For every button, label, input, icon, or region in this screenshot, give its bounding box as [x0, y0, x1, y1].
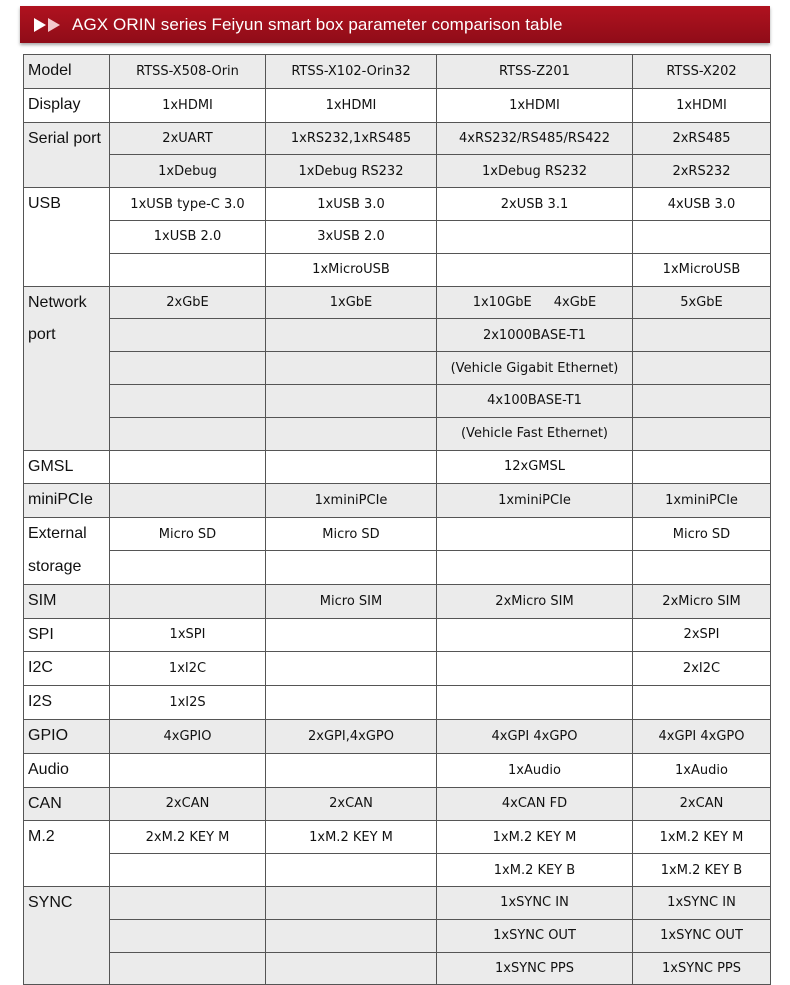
table-cell: [266, 384, 437, 417]
table-cell: [110, 753, 266, 787]
table-row: [24, 286, 771, 319]
row-label-gmsl: GMSL: [24, 450, 110, 484]
table-cell: [633, 450, 771, 484]
table-cell: 1xSYNC OUT: [633, 919, 771, 952]
table-cell: 2xGbE: [110, 286, 266, 319]
table-cell: 1xUSB type-C 3.0: [110, 188, 266, 221]
table-cell: 2xCAN: [633, 787, 771, 821]
table-row: [24, 155, 771, 188]
table-cell: 2xI2C: [633, 652, 771, 686]
label-line: port: [28, 326, 56, 344]
cell-text: 1x10GbE: [472, 294, 532, 310]
table-cell: 1xI2C: [110, 652, 266, 686]
table-cell: [266, 686, 437, 720]
table-row: [24, 551, 771, 584]
table-cell: 1xHDMI: [110, 88, 266, 122]
table-row: [24, 787, 771, 821]
table-cell: 1xSYNC IN: [437, 886, 633, 919]
table-row: [24, 220, 771, 253]
table-cell: 2xUART: [110, 122, 266, 155]
table-row: [24, 886, 771, 919]
table-cell: 2xRS232: [633, 155, 771, 188]
table-row: [24, 253, 771, 286]
table-cell: 12xGMSL: [437, 450, 633, 484]
table-cell: 1xAudio: [437, 753, 633, 787]
table-cell: 2x1000BASE-T1: [437, 319, 633, 352]
table-cell: 1xDebug: [110, 155, 266, 188]
table-cell: 1xM.2 KEY M: [633, 821, 771, 854]
table-cell: 1xDebug RS232: [266, 155, 437, 188]
row-label-sim: SIM: [24, 584, 110, 618]
table-cell: 1xSYNC PPS: [437, 952, 633, 985]
row-label-external-storage: [24, 518, 110, 585]
table-cell: 4x100BASE-T1: [437, 384, 633, 417]
table-row: [24, 686, 771, 720]
table-cell: [633, 384, 771, 417]
table-cell: [437, 518, 633, 551]
table-row: [24, 719, 771, 753]
table-cell: [266, 854, 437, 887]
row-label-spi: SPI: [24, 618, 110, 652]
row-label-m2: M.2: [24, 821, 110, 887]
table-cell: (Vehicle Fast Ethernet): [437, 417, 633, 450]
table-row: [24, 753, 771, 787]
row-label-usb: USB: [24, 188, 110, 286]
table-cell: 1xSYNC OUT: [437, 919, 633, 952]
row-label-audio: Audio: [24, 753, 110, 787]
table-cell: [437, 551, 633, 584]
row-label-i2s: I2S: [24, 686, 110, 720]
table-cell: [110, 352, 266, 385]
table-cell: [266, 618, 437, 652]
table-row: [24, 618, 771, 652]
table-row: [24, 584, 771, 618]
table-cell: 1xAudio: [633, 753, 771, 787]
title-banner: [20, 6, 770, 43]
row-label-serial-port: Serial port: [24, 122, 110, 188]
table-cell: Micro SIM: [266, 584, 437, 618]
table-cell: [110, 384, 266, 417]
table-cell: [633, 352, 771, 385]
row-label-model: Model: [24, 55, 110, 89]
table-cell: 1xminiPCIe: [437, 484, 633, 518]
model-name: RTSS-X508-Orin: [110, 55, 266, 89]
table-cell: [266, 919, 437, 952]
table-cell: 1xGbE: [266, 286, 437, 319]
table-cell: [110, 253, 266, 286]
table-cell: 1xRS232,1xRS485: [266, 122, 437, 155]
table-cell: [110, 551, 266, 584]
table-row: [24, 821, 771, 854]
table-cell: 4xGPIO: [110, 719, 266, 753]
table-cell: 2xMicro SIM: [633, 584, 771, 618]
table-cell: [266, 319, 437, 352]
table-row: [24, 122, 771, 155]
table-cell: [437, 253, 633, 286]
table-cell: [266, 551, 437, 584]
table-cell: [110, 952, 266, 985]
table-cell: [437, 618, 633, 652]
table-row: [24, 518, 771, 551]
table-cell: [110, 854, 266, 887]
table-cell: Micro SD: [266, 518, 437, 551]
model-name: RTSS-X202: [633, 55, 771, 89]
table-cell: [266, 352, 437, 385]
table-cell: 4xGPI 4xGPO: [633, 719, 771, 753]
table-row: [24, 652, 771, 686]
table-cell: 1xM.2 KEY M: [266, 821, 437, 854]
comparison-table: [23, 54, 771, 985]
table-cell: Micro SD: [633, 518, 771, 551]
table-cell: 2xSPI: [633, 618, 771, 652]
table-row: [24, 450, 771, 484]
table-cell: 1xM.2 KEY B: [633, 854, 771, 887]
table-cell: [110, 319, 266, 352]
table-row: [24, 854, 771, 887]
table-cell: 1xM.2 KEY M: [437, 821, 633, 854]
table-row: [24, 88, 771, 122]
table-cell: [633, 417, 771, 450]
table-cell: 2xCAN: [110, 787, 266, 821]
page-title: AGX ORIN series Feiyun smart box parameter comparison table: [72, 14, 563, 34]
table-cell: 2xCAN: [266, 787, 437, 821]
table-cell: 1xHDMI: [633, 88, 771, 122]
table-cell: 4xUSB 3.0: [633, 188, 771, 221]
table-cell: 1xminiPCIe: [266, 484, 437, 518]
table-cell: 2xMicro SIM: [437, 584, 633, 618]
table-cell: [266, 652, 437, 686]
table-row: [24, 188, 771, 221]
table-cell: 1xMicroUSB: [633, 253, 771, 286]
table-cell: 4xGPI 4xGPO: [437, 719, 633, 753]
table-cell: 1xDebug RS232: [437, 155, 633, 188]
table-cell: Micro SD: [110, 518, 266, 551]
row-label-network-port: [24, 286, 110, 450]
row-label-minipcie: miniPCIe: [24, 484, 110, 518]
row-label-display: Display: [24, 88, 110, 122]
table-row: [24, 352, 771, 385]
cell-text: 4xGbE: [553, 294, 597, 310]
table-row: [24, 319, 771, 352]
table-cell: [437, 686, 633, 720]
table-cell: 4xCAN FD: [437, 787, 633, 821]
table-cell: 2xGPI,4xGPO: [266, 719, 437, 753]
label-line: Network: [28, 293, 87, 311]
table-cell: (Vehicle Gigabit Ethernet): [437, 352, 633, 385]
table-cell: 1xSYNC PPS: [633, 952, 771, 985]
table-cell: [110, 450, 266, 484]
table-cell: 1xminiPCIe: [633, 484, 771, 518]
table-cell: [266, 753, 437, 787]
label-line: storage: [28, 557, 82, 575]
table-cell: [633, 686, 771, 720]
table-row: [24, 384, 771, 417]
table-cell: [266, 417, 437, 450]
table-cell: [110, 886, 266, 919]
table-cell: 1xUSB 2.0: [110, 220, 266, 253]
row-label-gpio: GPIO: [24, 719, 110, 753]
double-arrow-icon: [34, 18, 62, 32]
table-cell: 5xGbE: [633, 286, 771, 319]
table-cell: 2xRS485: [633, 122, 771, 155]
table-cell: 1xSPI: [110, 618, 266, 652]
table-cell: 2xUSB 3.1: [437, 188, 633, 221]
table-cell: [266, 952, 437, 985]
table-cell: 1xM.2 KEY B: [437, 854, 633, 887]
table-cell: [633, 220, 771, 253]
model-name: RTSS-Z201: [437, 55, 633, 89]
table-row: [24, 484, 771, 518]
table-cell: 1xMicroUSB: [266, 253, 437, 286]
table-cell: [437, 286, 633, 319]
table-row: [24, 952, 771, 985]
table-cell: [110, 484, 266, 518]
row-label-i2c: I2C: [24, 652, 110, 686]
table-cell: 1xHDMI: [266, 88, 437, 122]
label-line: External: [28, 525, 87, 543]
table-cell: [266, 886, 437, 919]
table-row: [24, 417, 771, 450]
header-row: [24, 55, 771, 89]
table-cell: [437, 652, 633, 686]
table-cell: 1xI2S: [110, 686, 266, 720]
table-row: [24, 919, 771, 952]
model-name: RTSS-X102-Orin32: [266, 55, 437, 89]
table-cell: 3xUSB 2.0: [266, 220, 437, 253]
table-cell: 1xUSB 3.0: [266, 188, 437, 221]
table-cell: [437, 220, 633, 253]
table-cell: [633, 551, 771, 584]
row-label-sync: SYNC: [24, 886, 110, 984]
row-label-can: CAN: [24, 787, 110, 821]
table-cell: 2xM.2 KEY M: [110, 821, 266, 854]
table-cell: 4xRS232/RS485/RS422: [437, 122, 633, 155]
table-cell: 1xHDMI: [437, 88, 633, 122]
table-cell: 1xSYNC IN: [633, 886, 771, 919]
table-cell: [633, 319, 771, 352]
table-cell: [110, 417, 266, 450]
table-cell: [266, 450, 437, 484]
table-cell: [110, 919, 266, 952]
table-cell: [110, 584, 266, 618]
